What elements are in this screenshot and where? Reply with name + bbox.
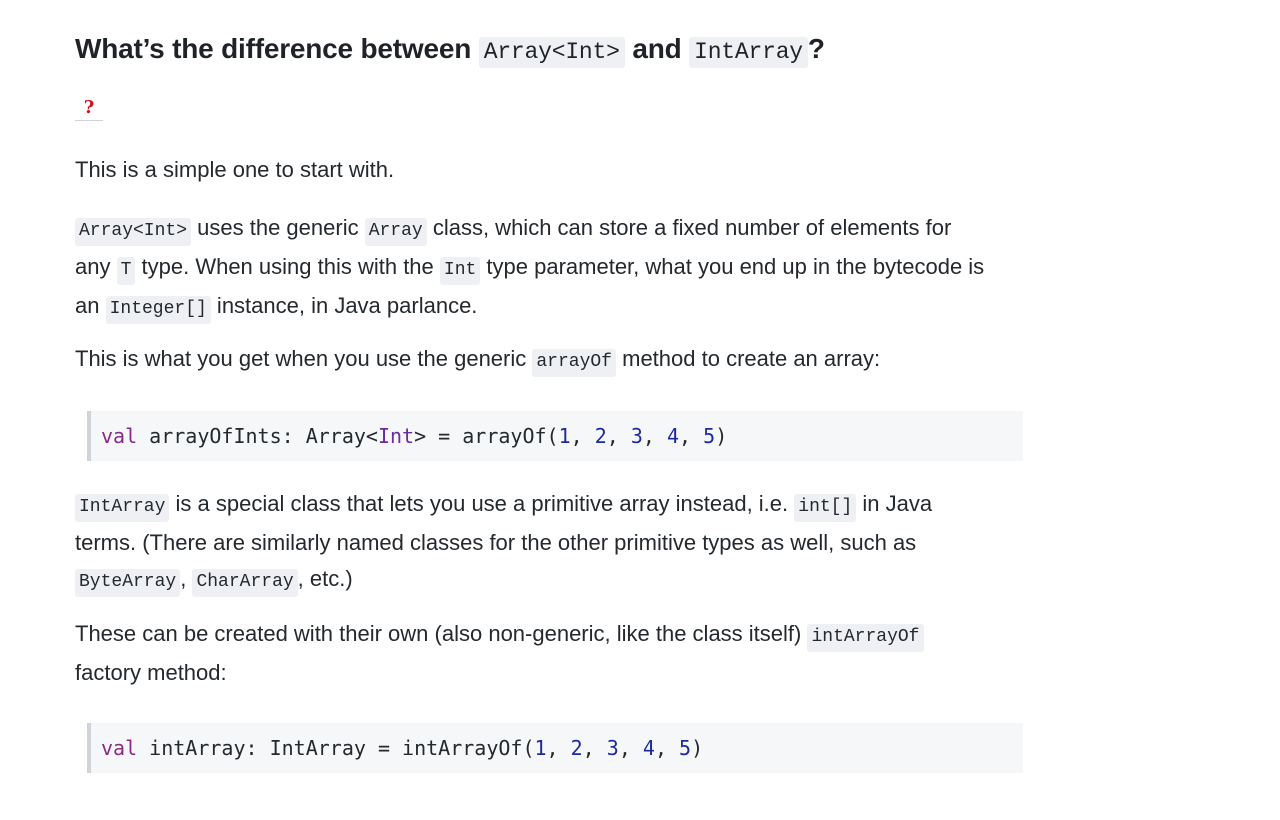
paragraph-text: instance, in Java parlance. (210, 293, 478, 318)
code-number: 1 (534, 736, 547, 760)
code-text: , (582, 736, 607, 760)
code-text: intArray: IntArray = intArrayOf( (137, 736, 535, 760)
paragraph-text: factory method: (75, 660, 227, 685)
code-text: > = arrayOf( (414, 424, 559, 448)
intarray-paragraph (75, 486, 1035, 600)
inline-code: intArrayOf (807, 624, 923, 652)
intarrayof-paragraph (75, 616, 1035, 691)
paragraph-text: , etc.) (297, 566, 353, 591)
paragraph-text: type parameter, what you end up in the bytecode is (480, 254, 985, 279)
inline-code: Array (365, 218, 427, 246)
paragraph-text: terms. (There are similarly named classes for the other primitive types as well, such as (75, 530, 917, 555)
code-text: arrayOfInts: Array< (137, 424, 378, 448)
intro-text: This is a simple one to start with. (75, 157, 395, 182)
page-title (75, 26, 825, 75)
inline-code: arrayOf (532, 349, 616, 377)
code-number: 3 (606, 736, 619, 760)
code-number: 4 (642, 736, 655, 760)
inline-code: ByteArray (75, 569, 180, 597)
paragraph-text: uses the generic (191, 215, 365, 240)
code-text: , (546, 736, 571, 760)
code-text: ) (691, 736, 704, 760)
paragraph-text: method to create an array: (616, 346, 881, 371)
title-text-middle: and (624, 33, 690, 64)
question-mark-icon: ? (75, 96, 103, 121)
inline-code: Array<Int> (75, 218, 191, 246)
code-number: 5 (703, 424, 716, 448)
code-number: 2 (570, 736, 583, 760)
inline-code: Int (440, 257, 480, 285)
code-number: 5 (679, 736, 692, 760)
code-block-array-of-ints (87, 411, 1023, 461)
paragraph-text: , (180, 566, 193, 591)
intro-paragraph (75, 152, 1035, 188)
code-number: 4 (667, 424, 680, 448)
code-text: , (618, 736, 643, 760)
code-block-int-array (87, 723, 1023, 773)
code-number: 2 (594, 424, 607, 448)
arrayof-paragraph (75, 341, 1035, 380)
paragraph-text: This is what you get when you use the generic (75, 346, 533, 371)
code-text: , (654, 736, 680, 760)
code-text: , (606, 424, 631, 448)
code-line (91, 411, 1023, 461)
inline-code: T (117, 257, 136, 285)
code-keyword: val (101, 736, 138, 760)
title-code-intarray: IntArray (689, 37, 808, 68)
code-text: ) (715, 424, 728, 448)
title-code-array-int: Array<Int> (479, 37, 625, 68)
title-text-prefix: What’s the difference between (75, 33, 479, 64)
inline-code: int[] (794, 494, 856, 522)
paragraph-text: These can be created with their own (also non-generic, like the class itself) (75, 621, 808, 646)
code-number: 1 (558, 424, 571, 448)
code-number: 3 (630, 424, 643, 448)
code-text: , (679, 424, 704, 448)
title-text-suffix: ? (807, 33, 825, 64)
code-line (91, 723, 1023, 773)
paragraph-text: is a special class that lets you use a primitive array instead, i.e. (169, 491, 795, 516)
code-type: Int (377, 424, 415, 448)
paragraph-text: in Java (856, 491, 933, 516)
inline-code: Integer[] (106, 296, 211, 324)
paragraph-text: class, which can store a fixed number of elements for (426, 215, 952, 240)
code-keyword: val (101, 424, 138, 448)
inline-code: IntArray (75, 494, 169, 522)
paragraph-text: any (75, 254, 117, 279)
paragraph-text: type. When using this with the (135, 254, 440, 279)
inline-code: CharArray (192, 569, 297, 597)
code-text: , (570, 424, 595, 448)
code-text: , (642, 424, 667, 448)
array-int-paragraph (75, 210, 1035, 327)
paragraph-text: an (75, 293, 106, 318)
